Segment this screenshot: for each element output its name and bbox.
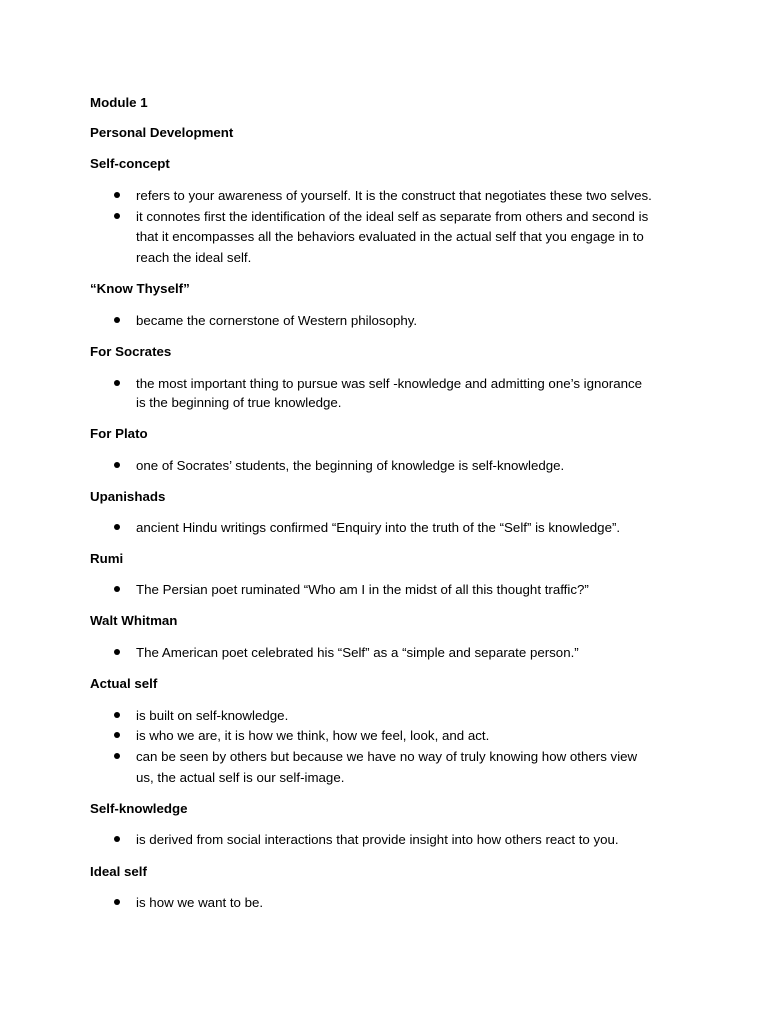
bullet-dot [114, 524, 120, 530]
section-heading-walt-whitman: Walt Whitman [90, 613, 178, 628]
bullet-text: is built on self-knowledge. [136, 708, 289, 723]
bullet-dot [114, 586, 120, 592]
bullet-dot [114, 317, 120, 323]
document-title: Personal Development [90, 125, 234, 140]
bullet-text: The American poet celebrated his “Self” as a “simple and separate person.” [136, 645, 579, 660]
bullet-dot [114, 712, 120, 718]
bullet-dot [114, 462, 120, 468]
module-label: Module 1 [90, 95, 148, 110]
section-heading-upanishads: Upanishads [90, 489, 166, 504]
bullet-text: ancient Hindu writings confirmed “Enquiry into the truth of the “Self” is knowledge”. [136, 520, 621, 535]
section-heading-plato: For Plato [90, 426, 148, 441]
section-heading-rumi: Rumi [90, 551, 124, 566]
bullet-dot [114, 649, 120, 655]
bullet-dot [114, 753, 120, 759]
section-heading-self-concept: Self-concept [90, 156, 170, 171]
bullet-dot [114, 836, 120, 842]
bullet-text: the most important thing to pursue was self -knowledge and admitting one’s ignorance [136, 376, 643, 391]
section-heading-socrates: For Socrates [90, 344, 172, 359]
bullet-text: us, the actual self is our self-image. [136, 770, 345, 785]
bullet-text: one of Socrates’ students, the beginning of knowledge is self-knowledge. [136, 458, 565, 473]
bullet-dot [114, 899, 120, 905]
bullet-text: that it encompasses all the behaviors evaluated in the actual self that you engage in to [136, 229, 644, 244]
bullet-text: refers to your awareness of yourself. It is the construct that negotiates these two selves. [136, 188, 652, 203]
bullet-dot [114, 380, 120, 386]
section-heading-know-thyself: “Know Thyself” [90, 281, 190, 296]
bullet-text: The Persian poet ruminated “Who am I in the midst of all this thought traffic?” [136, 582, 589, 597]
bullet-text: is how we want to be. [136, 895, 264, 910]
bullet-text: can be seen by others but because we have no way of truly knowing how others view [136, 749, 638, 764]
bullet-dot [114, 732, 120, 738]
bullet-text: it connotes first the identification of the ideal self as separate from others and second is [136, 209, 649, 224]
bullet-text: reach the ideal self. [136, 250, 252, 265]
bullet-text: is the beginning of true knowledge. [136, 395, 342, 410]
bullet-text: became the cornerstone of Western philosophy. [136, 313, 418, 328]
bullet-text: is derived from social interactions that provide insight into how others react to you. [136, 832, 619, 847]
section-heading-ideal-self: Ideal self [90, 864, 147, 879]
section-heading-self-knowledge: Self-knowledge [90, 801, 188, 816]
bullet-text: is who we are, it is how we think, how we feel, look, and act. [136, 728, 490, 743]
bullet-dot [114, 213, 120, 219]
bullet-dot [114, 192, 120, 198]
section-heading-actual-self: Actual self [90, 676, 158, 691]
